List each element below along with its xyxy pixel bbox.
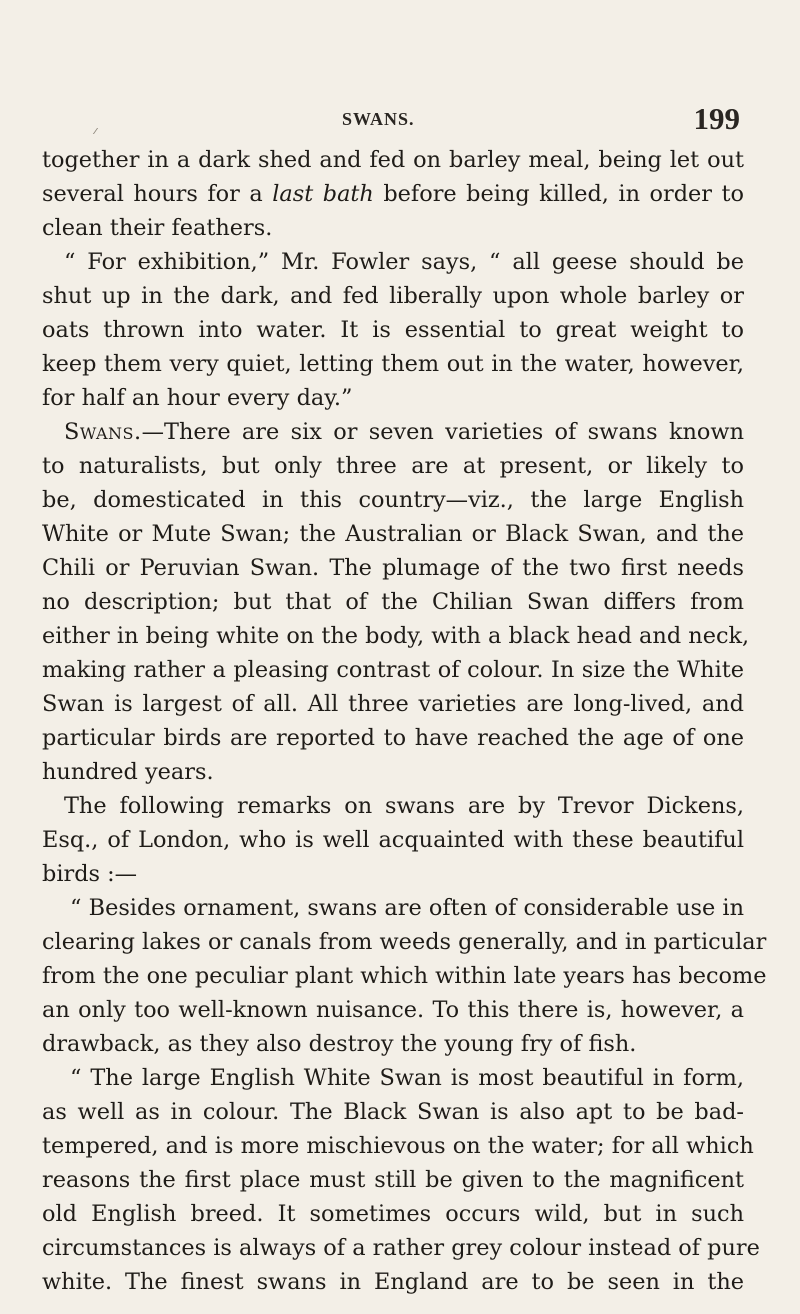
text-line: reasons the first place must still be given to the magnificent	[42, 1167, 744, 1193]
page-number: 199	[693, 101, 740, 136]
paragraph	[42, 1061, 760, 1299]
text-line: Chili or Peruvian Swan. The plumage of the two first needs	[42, 555, 744, 581]
text-line: an only too well-known nuisance. To this there is, however, a	[42, 997, 744, 1023]
text-line: tempered, and is more mischievous on the water; for all which	[42, 1133, 754, 1159]
text-line	[42, 177, 744, 211]
paragraph	[42, 891, 767, 1061]
body-text	[42, 143, 767, 1299]
text-line: either in being white on the body, with a black head and neck,	[42, 623, 750, 649]
text-line: oats thrown into water. It is essential to great weight to	[42, 317, 744, 343]
text-line: together in a dark shed and fed on barley meal, being let out	[42, 147, 744, 173]
paragraph	[42, 245, 744, 415]
paragraph	[42, 143, 744, 245]
text-span: —There are six or seven varieties of swans known	[141, 419, 744, 445]
text-line: shut up in the dark, and fed liberally upon whole barley or	[42, 283, 744, 309]
text-line: birds :—	[42, 861, 138, 887]
text-line: from the one peculiar plant which within late years has become	[42, 963, 767, 989]
section-heading: Swans.	[64, 419, 142, 445]
text-line: for half an hour every day.”	[42, 385, 353, 411]
text-line	[42, 415, 744, 449]
italic-phrase: last bath	[272, 181, 374, 207]
running-title: SWANS.	[342, 109, 415, 129]
text-span: several hours for a	[42, 181, 273, 207]
text-line: old English breed. It sometimes occurs wild, but in such	[42, 1201, 744, 1227]
text-line: hundred years.	[42, 759, 214, 785]
text-line: be, domesticated in this country—viz., the large English	[42, 487, 744, 513]
text-line: making rather a pleasing contrast of colour. In size the White	[42, 657, 744, 683]
text-line: clearing lakes or canals from weeds generally, and in particular	[42, 929, 767, 955]
paragraph	[42, 789, 744, 891]
text-line: as well as in colour. The Black Swan is also apt to be bad-	[42, 1099, 744, 1125]
text-line: Swan is largest of all. All three varieties are long-lived, and	[42, 691, 744, 717]
text-line: “ The large English White Swan is most beautiful in form,	[70, 1065, 744, 1091]
text-line: no description; but that of the Chilian Swan differs from	[42, 589, 744, 615]
text-line: clean their feathers.	[42, 215, 273, 241]
text-line: “ For exhibition,” Mr. Fowler says, “ all geese should be	[64, 249, 744, 275]
text-line: circumstances is always of a rather grey colour instead of pure	[42, 1235, 760, 1261]
text-line: particular birds are reported to have reached the age of one	[42, 725, 744, 751]
text-line: White or Mute Swan; the Australian or Black Swan, and the	[42, 521, 744, 547]
running-head	[42, 103, 740, 137]
text-span: before being killed, in order to	[373, 181, 744, 207]
text-line: drawback, as they also destroy the young fry of fish.	[42, 1031, 637, 1057]
text-line: keep them very quiet, letting them out in the water, however,	[42, 351, 744, 377]
text-line: The following remarks on swans are by Trevor Dickens,	[64, 793, 744, 819]
paragraph	[42, 415, 750, 789]
text-line: white. The finest swans in England are to be seen in the	[42, 1269, 744, 1295]
text-line: Esq., of London, who is well acquainted with these beautiful	[42, 827, 744, 853]
text-line: to naturalists, but only three are at present, or likely to	[42, 453, 744, 479]
text-line: “ Besides ornament, swans are often of considerable use in	[70, 895, 744, 921]
